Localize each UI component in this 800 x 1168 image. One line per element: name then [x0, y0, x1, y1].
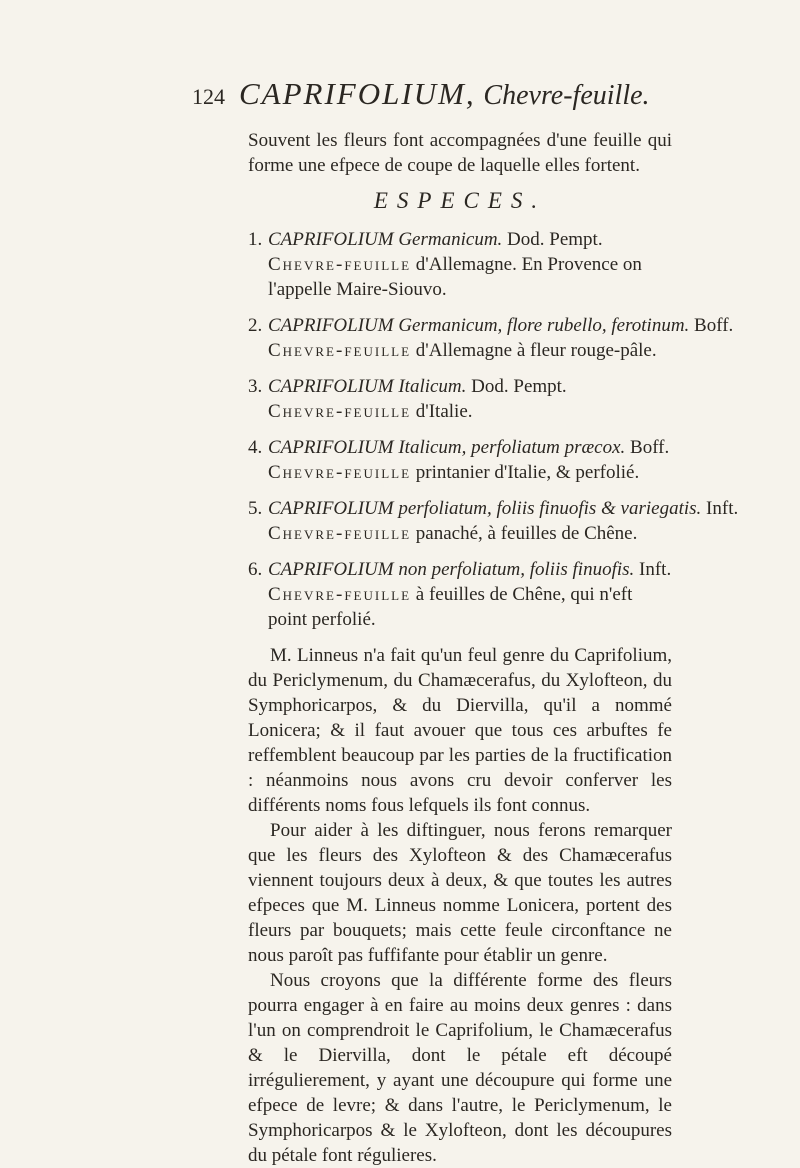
- species-latin-name: CAPRIFOLIUM Germanicum.: [268, 229, 503, 250]
- running-subtitle: Chevre-feuille.: [483, 80, 650, 111]
- species-number: 1.: [248, 229, 263, 250]
- species-french-name: Chevre-feuille: [268, 254, 412, 275]
- species-french-name: Chevre-feuille: [268, 401, 412, 422]
- species-french-name: Chevre-feuille: [268, 523, 412, 544]
- body-paragraph: Pour aider à les diftinguer, nous ferons remarquer que les fleurs des Xylofteon & des Chamæcerafus viennent toujours deux à deux, & que toutes les autres efpeces que M. Linneus nomme Lonicera, portent des fleurs par bouquets; mais cette feule circonftance ne nous paroît pas fuffifante pour établir un genre.: [248, 820, 672, 966]
- species-latin-name: CAPRIFOLIUM perfoliatum, foliis finuofis & variegatis.: [268, 498, 702, 519]
- species-french-desc: d'Allemagne. En Provence on l'appelle Maire-Siouvo.: [268, 254, 642, 300]
- species-french-desc: à feuilles de Chêne, qui n'eft point perfolié.: [268, 584, 633, 630]
- species-french-name: Chevre-feuille: [268, 462, 412, 483]
- running-title: CAPRIFOLIUM,: [239, 76, 476, 111]
- species-entry: [248, 374, 672, 424]
- species-latin-name: CAPRIFOLIUM Italicum, perfoliatum præcox.: [268, 437, 626, 458]
- species-source: Boff.: [630, 437, 670, 458]
- species-number: 5.: [248, 498, 263, 519]
- species-french-name: Chevre-feuille: [268, 340, 412, 361]
- species-french-name: Chevre-feuille: [268, 584, 412, 605]
- species-french-desc: d'Allemagne à fleur rouge-pâle.: [415, 340, 657, 361]
- species-number: 2.: [248, 315, 263, 336]
- species-entry: [248, 227, 672, 302]
- species-source: Dod. Pempt.: [507, 229, 603, 250]
- body-paragraph: M. Linneus n'a fait qu'un feul genre du Caprifolium, du Periclymenum, du Chamæcerafus, du Xylofteon, du Symphoricarpos, & du Diervilla, qu'il a nommé Lonicera; & il faut avouer que tous ces arbuftes fe reffemblent beaucoup par les parties de la fructification : néanmoins nous avons cru devoir conferver les différents noms fous lefquels ils font connus.: [248, 645, 672, 816]
- section-title: ESPECES.: [373, 188, 547, 213]
- species-latin-name: CAPRIFOLIUM non perfoliatum, foliis finuofis.: [268, 559, 635, 580]
- body-paragraph: Nous croyons que la différente forme des fleurs pourra engager à en faire au moins deux genres : dans l'un on comprendroit le Caprifolium, le Chamæcerafus & le Diervilla, dont le pétale eft découpé irrégulierement, y ayant une découpure qui forme une efpece de levre; & dans l'autre, le Periclymenum, le Symphoricarpos & le Xylofteon, dont les découpures du pétale font régulieres.: [248, 970, 672, 1166]
- species-source: Inft.: [639, 559, 672, 580]
- species-source: Boff.: [694, 315, 734, 336]
- species-number: 4.: [248, 437, 263, 458]
- page-body: [248, 128, 739, 1168]
- species-list: [248, 227, 739, 632]
- species-latin-name: CAPRIFOLIUM Italicum.: [268, 376, 467, 397]
- species-source: Inft.: [706, 498, 739, 519]
- species-entry: [248, 435, 672, 485]
- species-french-desc: panaché, à feuilles de Chêne.: [415, 523, 638, 544]
- species-entry: [248, 557, 672, 632]
- species-french-desc: printanier d'Italie, & perfolié.: [415, 462, 640, 483]
- species-source: Dod. Pempt.: [471, 376, 567, 397]
- species-french-desc: d'Italie.: [415, 401, 473, 422]
- species-number: 3.: [248, 376, 263, 397]
- species-number: 6.: [248, 559, 263, 580]
- species-entry: [248, 313, 734, 363]
- intro-paragraph: Souvent les fleurs font accompagnées d'une feuille qui forme une efpece de coupe de laquelle elles fortent.: [248, 130, 672, 176]
- species-entry: [248, 496, 739, 546]
- running-header: [192, 76, 650, 112]
- species-latin-name: CAPRIFOLIUM Germanicum, flore rubello, ferotinum.: [268, 315, 690, 336]
- page-number: 124: [192, 84, 225, 109]
